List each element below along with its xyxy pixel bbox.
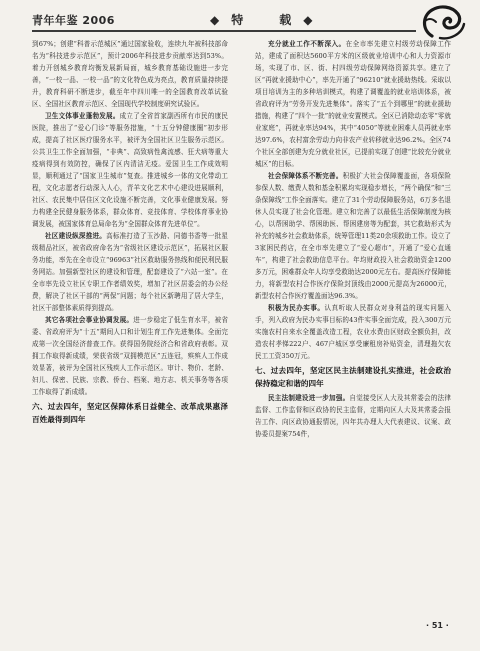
body-paragraph [32, 38, 228, 110]
body-paragraph [255, 302, 451, 362]
paragraph-text: 高标准打造了玉沙路、同德书香等一批星级精品社区，被省政府命名为“省级社区建设示范区”，拓展社区服务功能，率先在全市设立“96963”社区救助服务热线和便民利民服务网站。加强新型社区的建设和管理，配套建设了“六站一室”。在全市率先设立社区专职工作者绩效奖，增加了社区居委会的办公经费，解决了社区干部的“两保”问题；每个社区新聘用了居大学生，社区干部整体素质得到提高。 [32, 232, 228, 313]
header-rule [32, 30, 416, 32]
paragraph-lead: 民主法制建设进一步加强。 [268, 394, 350, 403]
page-header [0, 0, 480, 40]
body-paragraph [255, 392, 451, 440]
section-label: ◆特 载◆ [210, 13, 325, 27]
paragraph-text: 积极扩大社会保障覆盖面，各项保险参保人数、缴费人数和基金积累均实现稳步增长，“两个确保”和“三条保障线”工作全面落实。建立了31个劳动保障服务站，6万多名退休人员实现了社会化管理。建立和完善了以最低生活保障制度为核心，以帮困助学、帮困助医、帮困建房等为配套，其它救助形式为补充的城乡社会救助体系，统筹管理11类20余项救助工作。设立了3家困民药店，在全市率先建立了“爱心超市”，开通了“爱心直通车”，构建了社会救助信息平台。年均财政投入社会救助资金1200多万元，困难群众年人均享受救助达2000元左右。提高医疗保障能力，将新型农村合作医疗保险封顶线由2000元提高为26000元，新型农村合作医疗覆盖面达96.3%。 [255, 172, 451, 301]
paragraph-text: 在全市率先建立村级劳动保障工作站，建成了面积达5600平方米的区级就业培训中心和人力资源市场，实现了市、区、街、村四级劳动保障网络资源共享。建立了区“再就业援助中心”，率先开通了“96210”就业援助热线。采取以项目培训为主的多种培训模式，构建了调覆盖的就业培训体系，被省政府评为“劳务开发先进集体”。落实了“五个到哪里”的就业援助措施，构建了“四个一批”的就业安置模式。全区已消除动态零“零就业家庭”，再就业率达94%，其中“4050”等就业困难人员再就业率达97.6%，农村富余劳动力向非农产业转移就业达96.2%。全区74个社区全部创建为充分就业社区，已提前实现了创建“比较充分就业城区”的目标。 [255, 40, 451, 169]
paragraph-lead: 充分就业工作不断深入。 [268, 40, 346, 48]
body-paragraph [32, 110, 228, 230]
body-paragraph [255, 170, 451, 302]
section-heading: 七、过去四年，坚定区民主法制建设扎实推进，社会政治保持稳定和谐的四年 [255, 366, 451, 389]
paragraph-text: 到67%；创建“科普示范城区”通过国家验收，连续九年被科技部命名为“科技进步示范区”，预计2006年科技进步贡献率达到53%。着力开创城乡教育均衡发展新局面，城乡教育基础设施进一步完善，“一校一品、一校一品”的文化特色成为亮点，教育质量持续提升，教育科研不断进步，截至年中四川唯一的全国教育改革试验区、全国社区教育示范区、全国现代学校制度研究试验区。 [32, 40, 228, 109]
page-number: · 51 · [426, 621, 449, 630]
paragraph-lead: 卫生文体事业蓬勃发展。 [45, 112, 120, 121]
yearbook-title: 青年年鉴 2006 [32, 14, 115, 27]
paragraph-lead: 社会保障体系不断完善。 [268, 172, 343, 181]
swirl-logo-icon [418, 2, 470, 42]
paragraph-text: 成立了全省首家副西所有市民的康民医院，推出了“爱心门诊”等服务措施，“十五分钟健康圈”初步形成，提高了社区医疗服务水平，被评为全国社区卫生服务示范区。公共卫生工作全面加强，“非典”、高致病性禽流感、狂犬病等重大疫病得到有效防控，确保了区内清洁无疫。爱国卫生工作成效明显，顺利通过了“国家卫生城市”复查。推进城乡一体的文化带动工程，文化志愿者行动深入人心，青羊文化艺术中心建设进展顺利，社区、农民集中居住区文化设施不断完善，文化事业健康发展。努力构建全民健身服务体系，群众体育、竞技体育、学校体育事业协调发展，被国家体育总局命名为“全国群众体育先进单位”。 [32, 112, 228, 229]
body-paragraph [32, 314, 228, 398]
paragraph-text: 认真听取人民群众对身利益的现实问题入手，列入政府为民办实事目标的43件实事全面完成，投入300万元实施农村自来水全覆盖改造工程，农业水费由区财政全额负担，改造农村孝悌222户、467户城区享受廉租房补贴资金，清理拖欠农民工工资350万元。 [255, 304, 451, 361]
paragraph-lead: 其它各项社会事业协调发展。 [45, 316, 134, 325]
section-heading: 六、过去四年，坚定区保障体系日益健全、改革成果惠泽百姓最得到四年 [32, 402, 228, 425]
body-paragraph [32, 230, 228, 314]
paragraph-text: 进一步稳定了低生育水平，被省委、省政府评为“十五”期间人口和计划生育工作先进集体。全面完成第一次全国经济普查工作。获得国务院经济合和省政府表彰。双拥工作取得新成绩，荣获省级“双拥模范区”五连冠，殡殡人工作成效显著，被评为全国社区残疾人工作示范区。审计、物价、老龄、妇儿、保密、民族、宗教、侨台、档案、地方志、机关事务等各项工作取得了新成绩。 [32, 316, 228, 397]
right-column [255, 38, 451, 440]
left-column [32, 38, 228, 428]
paragraph-text: 自觉接受区人大及其常委会的法律监督、工作监督和区政协的民主监督，定期向区人大及其常委会报告工作、向区政协通报情况，四年共办理人大代表建议、议案、政协委员提案754件， [255, 394, 451, 439]
paragraph-lead: 社区建设纵深推进。 [45, 232, 107, 241]
body-paragraph [255, 38, 451, 170]
paragraph-lead: 积极为民办实事。 [268, 304, 325, 313]
